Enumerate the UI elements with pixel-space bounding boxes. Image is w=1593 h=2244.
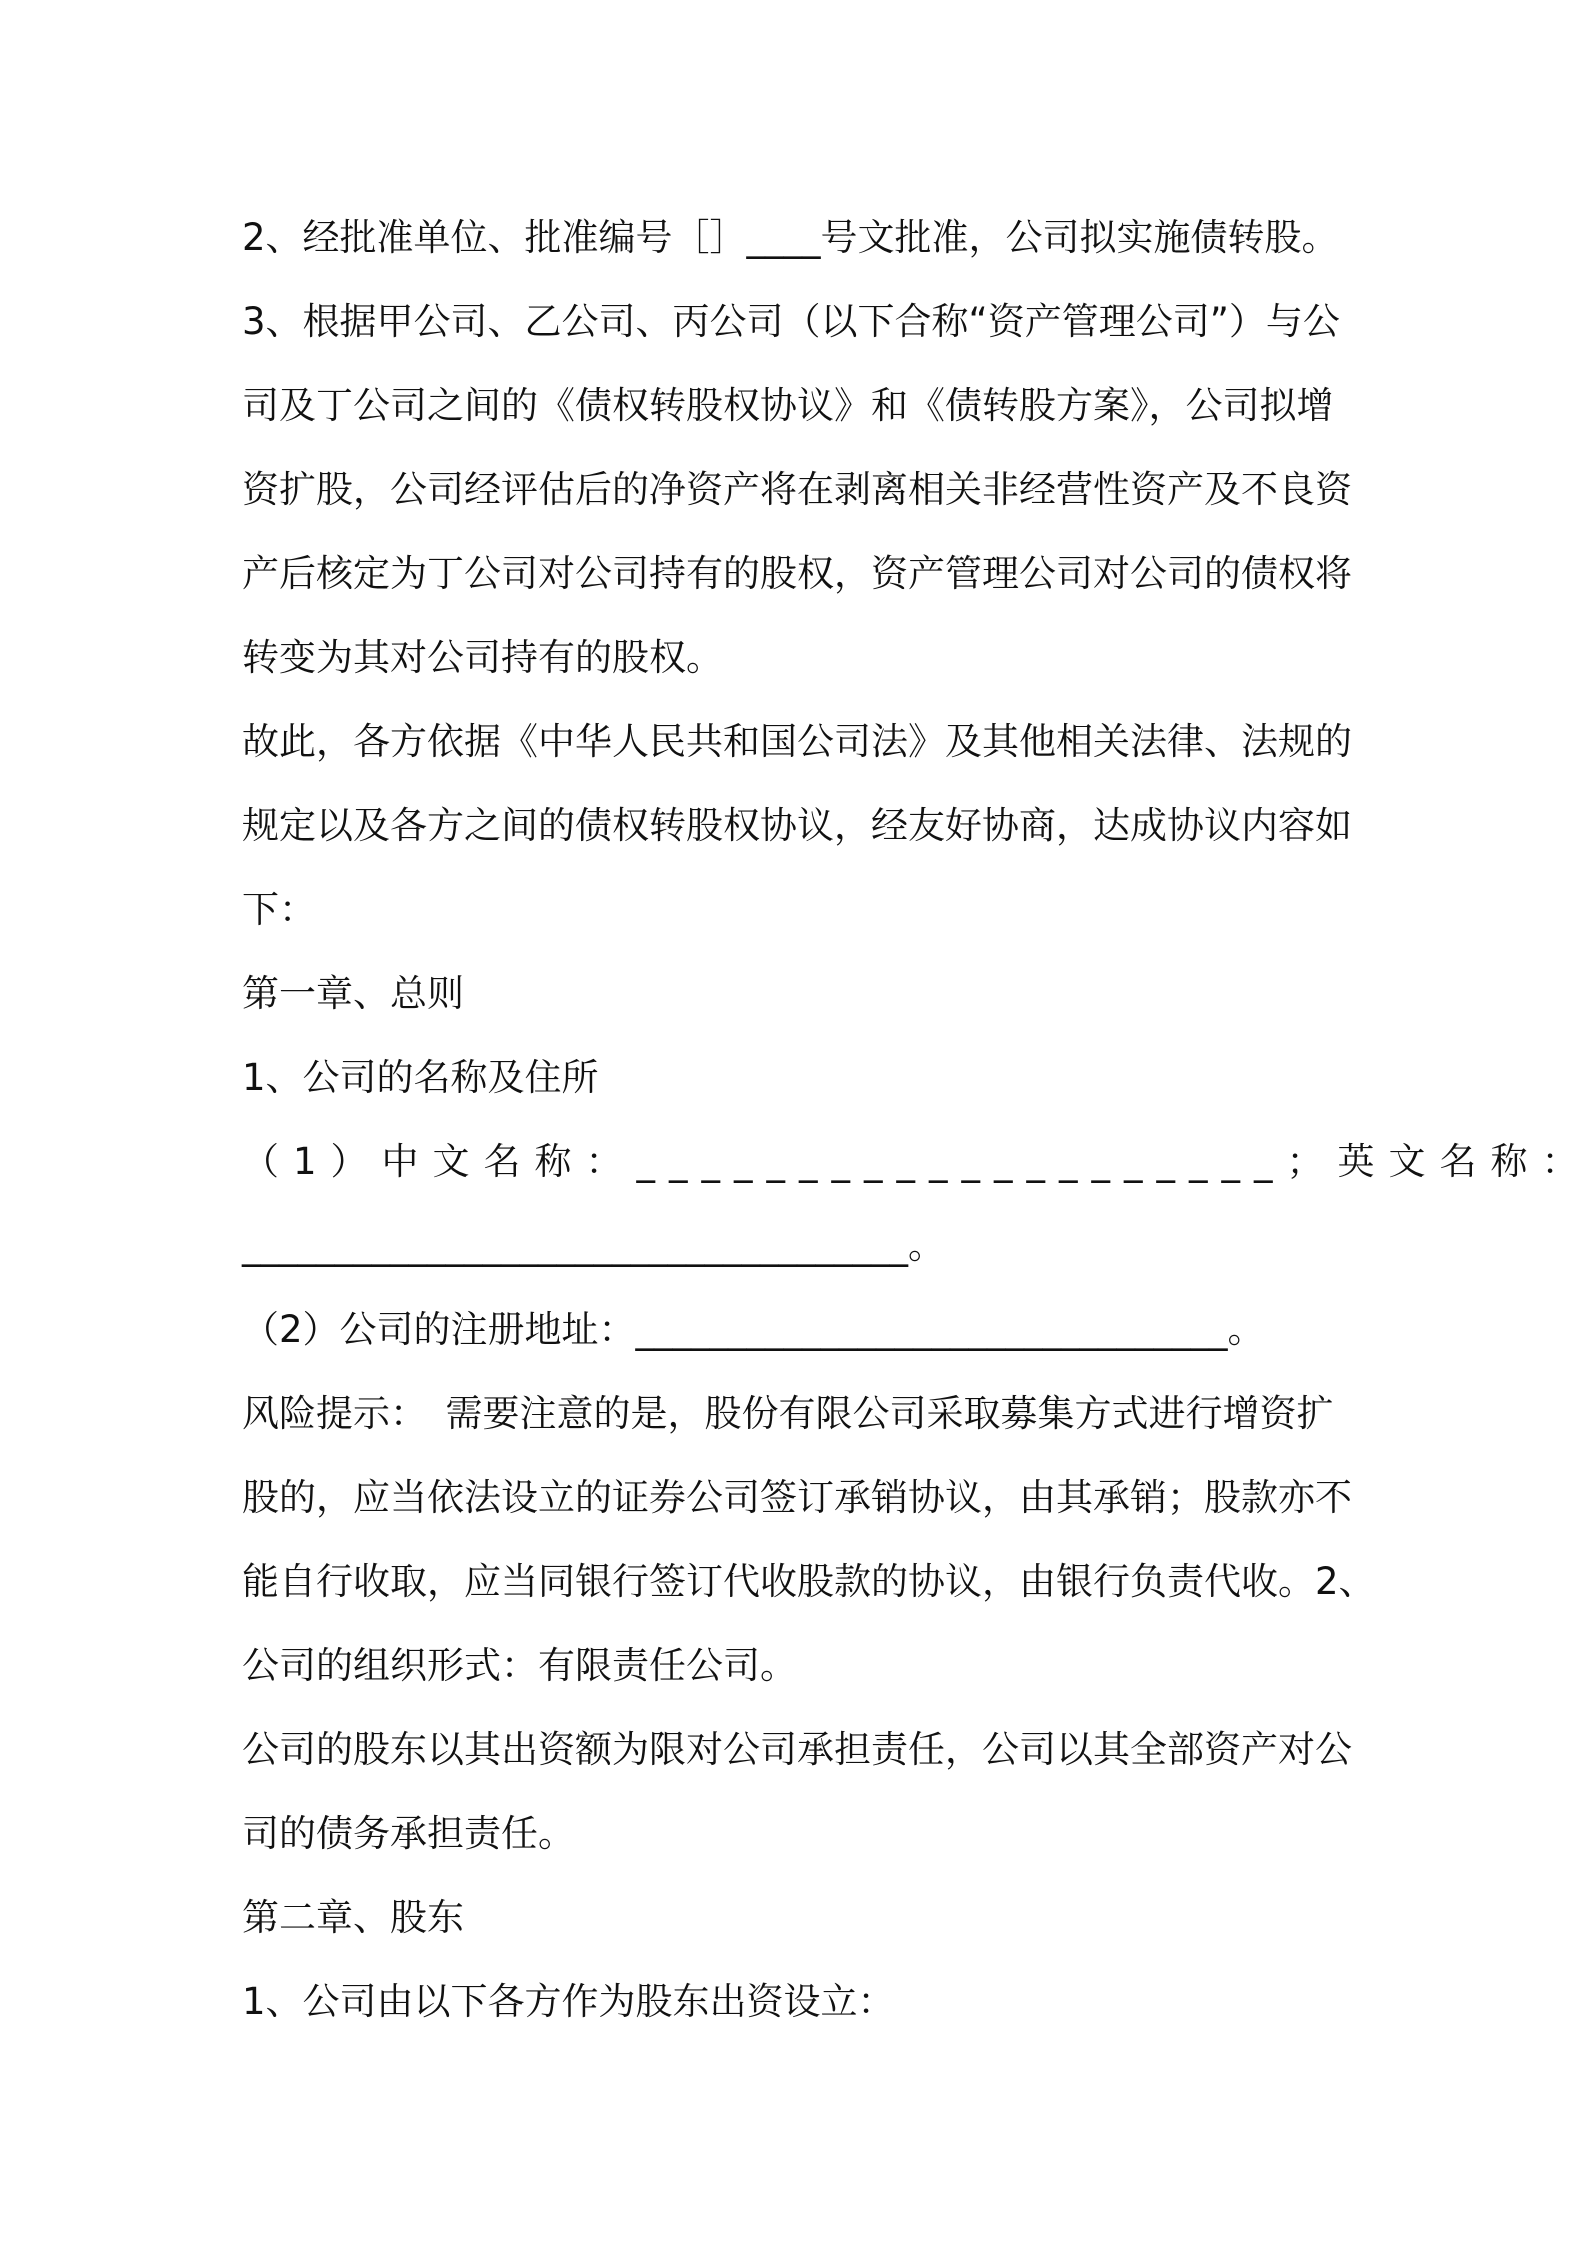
- clause-basis-line-1: 3、根据甲公司、乙公司、丙公司（以下合称“资产管理公司”）与公: [242, 300, 1340, 343]
- clause-basis-line-2: 司及丁公司之间的《债权转股权协议》和《债转股方案》，公司拟增: [242, 384, 1334, 427]
- preamble-line-3: 下：: [242, 888, 316, 931]
- registered-address: （2）公司的注册地址：________________________________。: [242, 1308, 1265, 1351]
- preamble-line-1: 故此，各方依据《中华人民共和国公司法》及其他相关法律、法规的: [242, 720, 1352, 763]
- liability-line-2: 司的债务承担责任。: [242, 1812, 575, 1855]
- company-names-line-2: ____________________________________。: [242, 1224, 945, 1267]
- chapter-2-item-1: 1、公司由以下各方作为股东出资设立：: [242, 1980, 895, 2023]
- item-1-heading: 1、公司的名称及住所: [242, 1056, 599, 1099]
- chapter-1-heading: 第一章、总则: [242, 972, 464, 1015]
- clause-basis-line-4: 产后核定为丁公司对公司持有的股权，资产管理公司对公司的债权将: [242, 552, 1352, 595]
- risk-note-line-3: 能自行收取，应当同银行签订代收股款的协议，由银行负责代收。2、: [242, 1560, 1376, 1603]
- document-body: [242, 196, 1593, 2044]
- risk-note-line-2: 股的，应当依法设立的证券公司签订承销协议，由其承销；股款亦不: [242, 1476, 1352, 1519]
- risk-note-line-4: 公司的组织形式：有限责任公司。: [242, 1644, 797, 1687]
- company-names-line-1: （1）中文名称：____________________；英文名称：: [242, 1140, 1593, 1183]
- preamble-line-2: 规定以及各方之间的债权转股权协议，经友好协商，达成协议内容如: [242, 804, 1352, 847]
- clause-approval: 2、经批准单位、批准编号［］____号文批准，公司拟实施债转股。: [242, 216, 1339, 259]
- risk-note-line-1: 风险提示： 需要注意的是，股份有限公司采取募集方式进行增资扩: [242, 1392, 1334, 1435]
- liability-line-1: 公司的股东以其出资额为限对公司承担责任，公司以其全部资产对公: [242, 1728, 1352, 1771]
- chapter-2-heading: 第二章、股东: [242, 1896, 464, 1939]
- clause-basis-line-5: 转变为其对公司持有的股权。: [242, 636, 723, 679]
- clause-basis-line-3: 资扩股，公司经评估后的净资产将在剥离相关非经营性资产及不良资: [242, 468, 1352, 511]
